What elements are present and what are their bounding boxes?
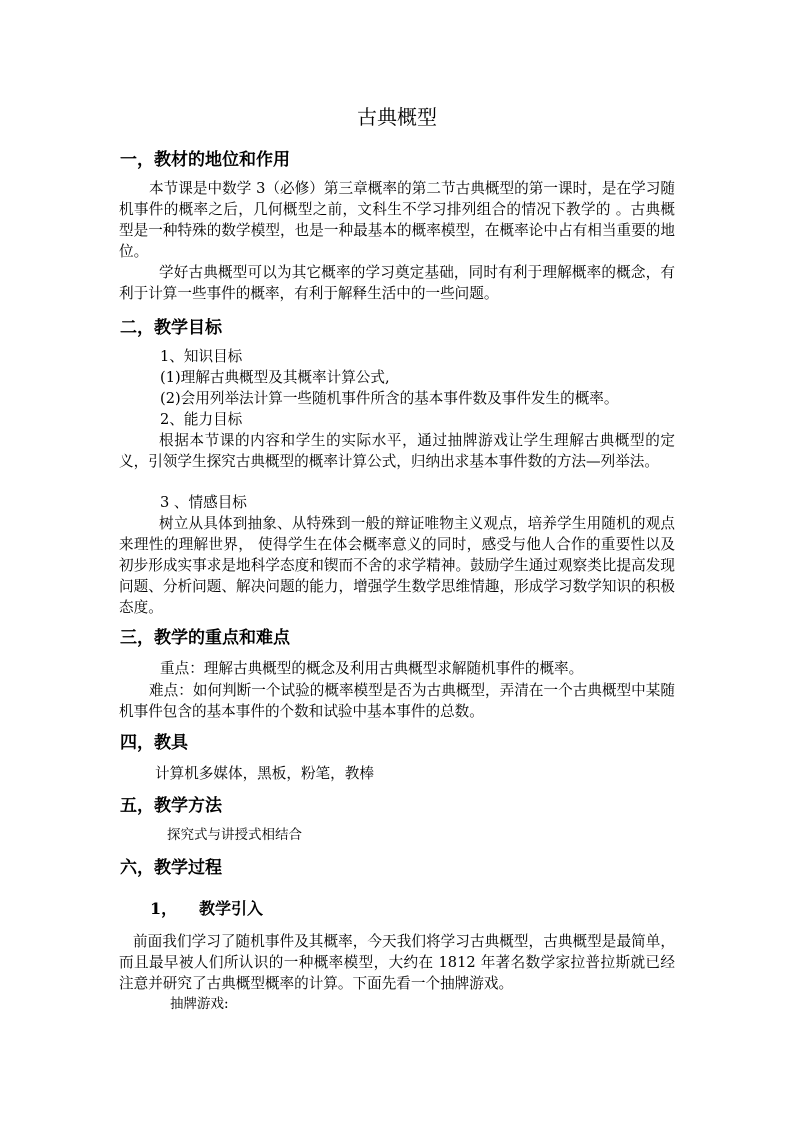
key-point-text: 重点：理解古典概型的概念及利用古典概型求解随机事件的概率。: [160, 660, 584, 677]
document-title: 古典概型: [357, 105, 437, 129]
introduction-paragraph: 前面我们学习了随机事件及其概率，今天我们将学习古典概型，古典概型是最简单，而且最早被人们所认识的一种概率模型，大约在 1812 年著名数学家拉普拉斯就已经注意并研究了古典概型概率的计算。下面先看一个抽牌游戏。: [119, 933, 675, 992]
knowledge-goal-item-1: (1)理解古典概型及其概率计算公式,: [160, 369, 390, 386]
section-heading-1: 一，教材的地位和作用: [120, 150, 290, 170]
section-heading-6: 六，教学过程: [120, 858, 222, 878]
ability-goal-paragraph: 根据本节课的内容和学生的实际水平，通过抽牌游戏让学生理解古典概型的定义，引领学生探究古典概型的概率计算公式，归纳出求基本事件数的方法—列举法。: [119, 432, 675, 470]
step-number: 1，: [150, 899, 178, 918]
section-heading-4: 四，教具: [120, 733, 188, 753]
teaching-aids-text: 计算机多媒体，黑板，粉笔，教棒: [155, 765, 374, 782]
section-heading-5: 五，教学方法: [120, 796, 222, 816]
teaching-method-text: 探究式与讲授式相结合: [167, 827, 302, 843]
section-1-paragraph-2: 学好古典概型可以为其它概率的学习奠定基础，同时有利于理解概率的概念，有利于计算一些事件的概率，有利于解释生活中的一些问题。: [119, 264, 675, 302]
emotion-goal-body: [119, 513, 675, 618]
ability-goal-body: [119, 430, 675, 472]
emotion-goal-title: 3 、情感目标: [160, 494, 247, 511]
ability-goal-title: 2、能力目标: [160, 411, 243, 428]
knowledge-goal-item-2: (2)会用列举法计算一些随机事件所含的基本事件数及事件发生的概率。: [160, 390, 619, 407]
section-heading-2: 二，教学目标: [120, 318, 222, 338]
difficulty-text: 难点：如何判断一个试验的概率模型是否为古典概型，弄清在一个古典概型中某随机事件包含的基本事件的个数和试验中基本事件的总数。: [119, 682, 675, 720]
section-1-body: [119, 178, 675, 304]
section-1-paragraph-1: 本节课是中数学 3（必修）第三章概率的第二节古典概型的第一课时，是在学习随机事件的概率之后，几何概型之前，文科生不学习排列组合的情况下教学的 。古典概型是一种特殊的数学模型，也是一种最基本的概率模型，在概率论中占有相当重要的地位。: [119, 180, 675, 260]
knowledge-goal-title: 1、知识目标: [160, 348, 243, 365]
introduction-body: [119, 931, 675, 994]
card-game-label: 抽牌游戏:: [170, 996, 229, 1012]
emotion-goal-paragraph: 树立从具体到抽象、从特殊到一般的辩证唯物主义观点，培养学生用随机的观点来理性的理解世界， 使得学生在体会概率意义的同时，感受与他人合作的重要性以及初步形成实事求是地科学态度和锲而不舍的求学精神。鼓励学生通过观察类比提高发现问题、分析问题、解决问题的能力，增强学生数学思维情趣，形成学习数学知识的积极态度。: [119, 515, 675, 616]
section-heading-3: 三，教学的重点和难点: [120, 628, 290, 648]
difficulty-body: [119, 680, 675, 722]
step-title: 教学引入: [199, 899, 264, 918]
